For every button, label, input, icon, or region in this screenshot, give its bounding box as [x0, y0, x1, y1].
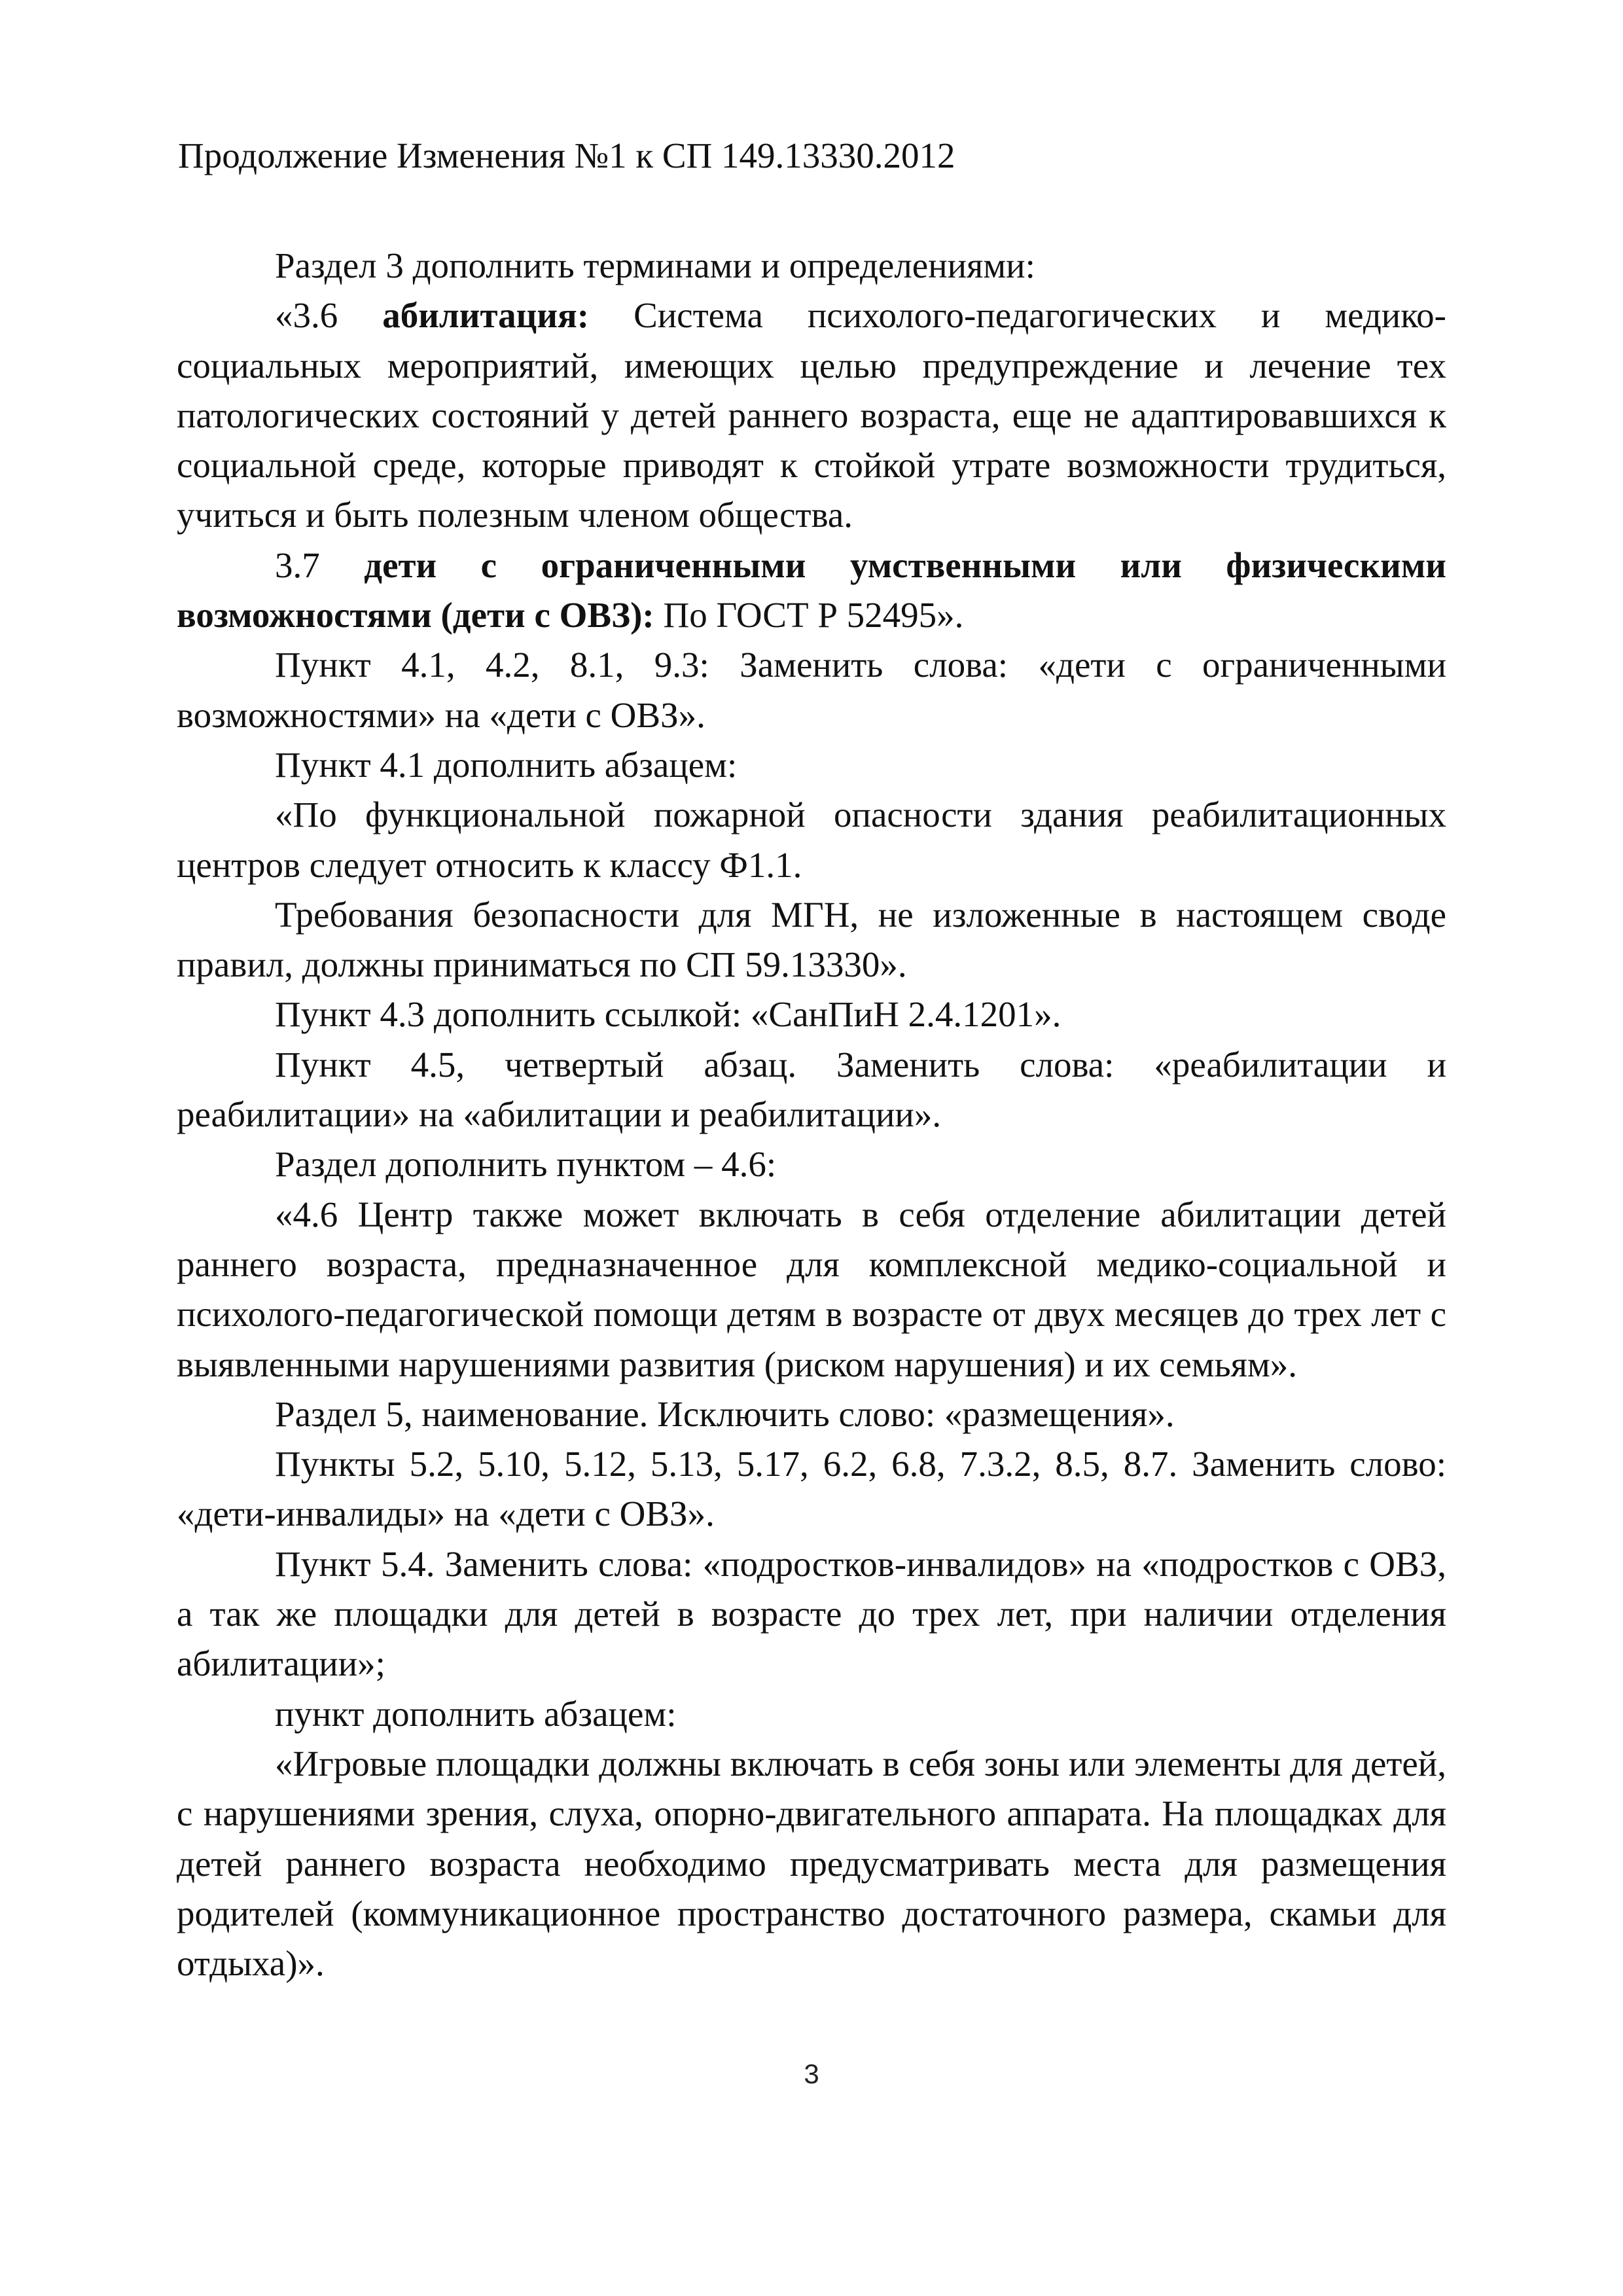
- paragraph-section5-name: [177, 1390, 1446, 1439]
- paragraph-text: Пункт 4.5, четвертый абзац. Заменить слова: «реабилитации и реабилитации» на «абилитации и реабилитации».: [177, 1044, 1446, 1135]
- paragraph-text: «4.6 Центр также может включать в себя отделение абилитации детей раннего возраста, предназначенное для комплексной медико-социальной и психолого-педагогической помощи детям в возрасте от двух месяцев до трех лет с выявленными нарушениями развития (риском нарушения) и их семьям».: [177, 1194, 1446, 1384]
- paragraph-text: Пункты 5.2, 5.10, 5.12, 5.13, 5.17, 6.2, 6.8, 7.3.2, 8.5, 8.7. Заменить слово: «дети-инвалиды» на «дети с ОВЗ».: [177, 1444, 1446, 1534]
- document-body: [177, 241, 1446, 1988]
- paragraph-item-5-4: [177, 1539, 1446, 1689]
- paragraph-text: Требования безопасности для МГН, не изложенные в настоящем своде правил, должны приниматься по СП 59.13330».: [177, 894, 1446, 985]
- paragraph-text: «Игровые площадки должны включать в себя зоны или элементы для детей, с нарушениями зрения, слуха, опорно-двигательного аппарата. На площадках для детей раннего возраста необходимо предусматривать места для размещения родителей (коммуникационное пространство достаточного размера, скамьи для отдыха)».: [177, 1743, 1446, 1984]
- paragraph-mgn-requirements: [177, 890, 1446, 990]
- paragraph-fire-safety: [177, 790, 1446, 890]
- term-name: дети с ограниченными умственными или физическими возможностями (дети с ОВЗ):: [177, 545, 1446, 636]
- paragraph-term-3-7: [177, 541, 1446, 641]
- term-number: «3.6: [275, 295, 383, 336]
- paragraph-playgrounds: [177, 1739, 1446, 1988]
- term-number: 3.7: [275, 545, 365, 585]
- paragraph-item-4-5: [177, 1040, 1446, 1140]
- document-header: Продолжение Изменения №1 к СП 149.13330.2012: [178, 135, 955, 175]
- paragraph-text: пункт дополнить абзацем:: [275, 1693, 677, 1734]
- term-name: абилитация:: [382, 295, 590, 336]
- paragraph-text: Раздел 3 дополнить терминами и определениями:: [275, 245, 1035, 285]
- paragraph-text: Раздел 5, наименование. Исключить слово: «размещения».: [275, 1393, 1175, 1434]
- paragraph-text: Пункт 4.1 дополнить абзацем:: [275, 744, 738, 785]
- paragraph-item-4-1-add: [177, 740, 1446, 790]
- paragraph-item-4-6: [177, 1190, 1446, 1390]
- term-definition: Система психолого-педагогических и медико-социальных мероприятий, имеющих целью предупреждение и лечение тех патологических состояний у детей раннего возраста, еще не адаптировавшихся к социальной среде, которые приводят к стойкой утрате возможности трудиться, учиться и быть полезным членом общества.: [177, 295, 1446, 535]
- paragraph-item-4-6-add: [177, 1139, 1446, 1189]
- paragraph-text: «По функциональной пожарной опасности здания реабилитационных центров следует относить к классу Ф1.1.: [177, 795, 1446, 885]
- term-definition: По ГОСТ Р 52495».: [654, 595, 964, 636]
- paragraph-text: Раздел дополнить пунктом – 4.6:: [275, 1144, 777, 1185]
- paragraph-text: Пункт 4.1, 4.2, 8.1, 9.3: Заменить слова: «дети с ограниченными возможностями» на «дети с ОВЗ».: [177, 645, 1446, 735]
- page-number: 3: [804, 2058, 819, 2089]
- paragraph-term-3-6: [177, 291, 1446, 540]
- paragraph-section3-intro: [177, 241, 1446, 291]
- paragraph-item-4-3: [177, 990, 1446, 1039]
- paragraph-item-4-1-replace: [177, 640, 1446, 740]
- paragraph-item-5-4-add: [177, 1689, 1446, 1739]
- paragraph-items-5-2: [177, 1439, 1446, 1539]
- paragraph-text: Пункт 4.3 дополнить ссылкой: «СанПиН 2.4.1201».: [275, 994, 1061, 1035]
- paragraph-text: Пункт 5.4. Заменить слова: «подростков-инвалидов» на «подростков с ОВЗ, а так же площадки для детей в возрасте до трех лет, при наличии отделения абилитации»;: [177, 1543, 1446, 1684]
